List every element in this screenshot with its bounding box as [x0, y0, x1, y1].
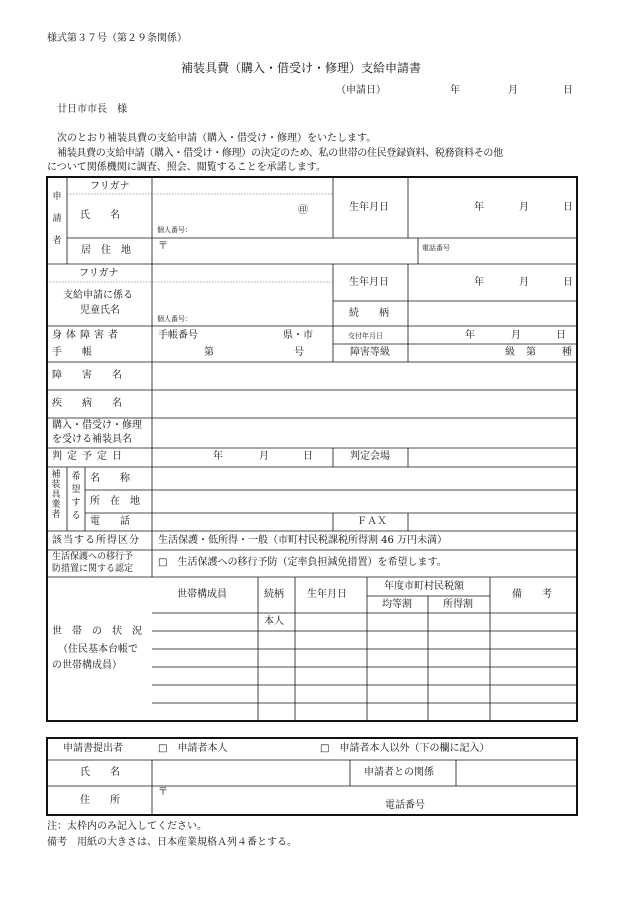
vendor-name-input[interactable]: [153, 468, 576, 489]
applicant-phone-label: 電話番号: [422, 244, 450, 252]
seal-mark: ㊞: [298, 205, 308, 216]
applicant-postal-mark[interactable]: 〒: [158, 241, 168, 252]
application-date-month[interactable]: 月: [508, 85, 518, 96]
form-title: 補装具費（購入・借受け・修理）支給申請書: [181, 61, 422, 75]
applicant-side-label: 申 請 者: [52, 192, 62, 246]
col-income: 所得割: [443, 599, 473, 610]
vendor-address-input[interactable]: [153, 491, 576, 512]
transit-label-1: 生活保護への移行予: [52, 552, 134, 562]
child-birth-day[interactable]: 日: [563, 277, 573, 288]
household-label-1: 世 帯 の 状 況: [52, 626, 142, 637]
handbook-go: 号: [294, 347, 304, 358]
household-label-2: （住民基本台帳で: [58, 644, 138, 655]
application-date-label: （申請日）: [336, 85, 386, 96]
vendor-side-label-2: 希 望 す る: [71, 472, 81, 521]
submitter-phone-label: 電話番号: [385, 800, 425, 811]
applicant-address-label: 居 住 地: [81, 245, 131, 256]
judge-date-month[interactable]: 月: [259, 451, 269, 462]
transit-checkbox[interactable]: □ 生活保護への移行予防（定率負担減免措置）を希望します。: [158, 557, 447, 568]
transit-label-2: 防措置に関する認定: [52, 564, 134, 574]
handbook-grade-label: 障害等級: [350, 347, 390, 358]
judge-date-year[interactable]: 年: [213, 451, 223, 462]
col-birth: 生年月日: [307, 589, 347, 600]
consent-text: 補装具費の支給申請（購入・借受け・修理）の決定のため、私の世帯の住民登録資料、税務資料その他: [57, 148, 503, 159]
footer-note: 注：太枠内のみ記入してください。: [47, 821, 207, 832]
application-date-year[interactable]: 年: [450, 85, 460, 96]
handbook-pref-city: 県・市: [283, 330, 313, 341]
child-birth-label: 生年月日: [349, 277, 389, 288]
col-equal: 均等割: [382, 599, 412, 610]
device-label-1: 購入・借受け・修理: [52, 420, 142, 431]
submitter-name-label: 氏 名: [80, 767, 120, 778]
income-label: 該当する所得区分: [52, 535, 140, 546]
disability-input[interactable]: [153, 363, 576, 389]
child-birth-year[interactable]: 年: [474, 277, 484, 288]
vendor-phone-input[interactable]: [153, 514, 332, 530]
submitter-label: 申請書提出者: [63, 743, 123, 754]
applicant-birth-day[interactable]: 日: [563, 202, 573, 213]
vendor-fax-label: ＦＡＸ: [357, 516, 387, 527]
consent-text-2: について関係機関に調査、照会、閲覧することを承諾します。: [47, 162, 326, 173]
device-label-2: を受ける補装具名: [52, 434, 132, 445]
applicant-furigana-label: フリガナ: [90, 181, 130, 192]
child-furigana-label: フリガナ: [79, 268, 119, 279]
disability-label: 障 害 名: [52, 370, 122, 381]
illness-input[interactable]: [153, 391, 576, 417]
handbook-dai: 第: [204, 347, 214, 358]
illness-label: 疾 病 名: [52, 398, 122, 409]
handbook-label-2: 手 帳: [52, 347, 92, 358]
submitter-relation-input[interactable]: [457, 761, 576, 785]
footer-remark: 備考 用紙の大きさは、日本産業規格Ａ列４番とする。: [47, 837, 297, 848]
application-date-day[interactable]: 日: [563, 85, 573, 96]
vendor-phone-label: 電 話: [90, 516, 130, 527]
household-label-3: の世帯構成員）: [52, 660, 122, 671]
vendor-name-label: 名 称: [90, 473, 130, 484]
handbook-label-1: 身体障害者: [52, 330, 122, 341]
judge-date-day[interactable]: 日: [303, 451, 313, 462]
applicant-birth-year[interactable]: 年: [474, 202, 484, 213]
addressee: 廿日市市長 様: [57, 104, 127, 115]
judge-date-label: 判定予定日: [52, 451, 127, 462]
vendor-address-label: 所 在 地: [90, 496, 140, 507]
col-relation: 続柄: [264, 589, 284, 600]
handbook-number-label: 手帳番号: [158, 330, 198, 341]
submitter-address-label: 住 所: [80, 795, 120, 806]
col-tax: 年度市町村民税額: [384, 581, 464, 592]
income-value[interactable]: 生活保護・低所得・一般（市町村民税課税所得割 46 万円未満）: [158, 535, 448, 546]
handbook-issue-month[interactable]: 月: [511, 330, 521, 341]
judge-place-label: 判定会場: [350, 451, 390, 462]
applicant-birth-label: 生年月日: [349, 202, 389, 213]
handbook-issue-label: 交付年月日: [348, 332, 383, 340]
submitter-other-checkbox[interactable]: □ 申請者本人以外（下の欄に記入）: [320, 743, 490, 754]
handbook-grade-dai: 第: [526, 347, 536, 358]
col-note: 備 考: [512, 589, 552, 600]
handbook-issue-year[interactable]: 年: [465, 330, 475, 341]
household-self: 本人: [264, 616, 284, 627]
child-birth-month[interactable]: 月: [519, 277, 529, 288]
vendor-side-label-1: 補 装 具 業 者: [51, 470, 61, 520]
intro-text: 次のとおり補装具費の支給申請（購入・借受け・修理）をいたします。: [57, 133, 377, 144]
device-input[interactable]: [153, 419, 576, 447]
form-number: 様式第３７号（第２９条関係）: [47, 33, 187, 44]
applicant-my-number-label: 個人番号：: [157, 226, 192, 234]
child-my-number-label: 個人番号：: [157, 315, 192, 323]
applicant-birth-month[interactable]: 月: [519, 202, 529, 213]
applicant-name-label: 氏 名: [80, 210, 120, 221]
submitter-self-checkbox[interactable]: □ 申請者本人: [158, 743, 228, 754]
child-name-label-1: 支給申請に係る: [63, 290, 133, 301]
submitter-postal-mark[interactable]: 〒: [158, 787, 168, 798]
handbook-issue-day[interactable]: 日: [556, 330, 566, 341]
child-relation-label: 続 柄: [349, 308, 389, 319]
child-name-label-2: 児童氏名: [80, 305, 120, 316]
submitter-name-input[interactable]: [153, 761, 349, 785]
col-member: 世帯構成員: [177, 589, 227, 600]
handbook-grade-kyu: 級: [505, 347, 515, 358]
submitter-relation-label: 申請者との関係: [364, 767, 434, 778]
handbook-grade-shu: 種: [562, 347, 572, 358]
